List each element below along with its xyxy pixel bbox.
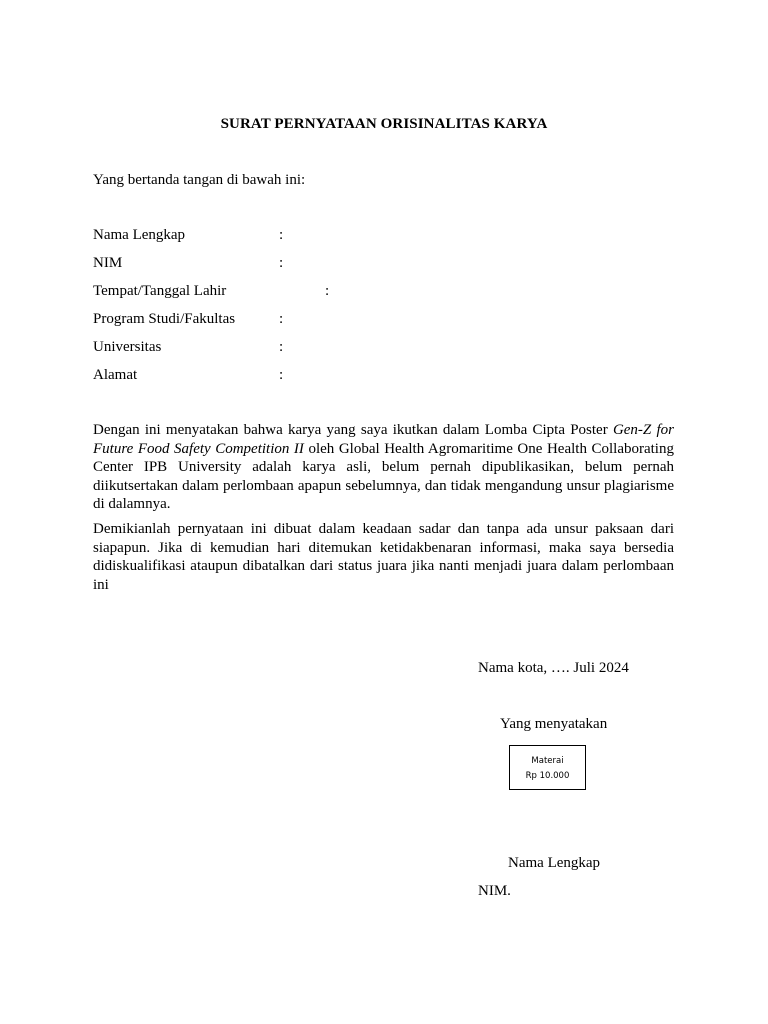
competition-name: Gen-Z for Future Food Safety Competition II: [93, 422, 674, 457]
field-label: Tempat/Tanggal Lahir: [93, 283, 227, 299]
field-colon: :: [279, 311, 284, 327]
field-row-nim: [93, 255, 513, 283]
signature-name: Nama Lengkap: [508, 855, 601, 871]
field-colon: :: [279, 339, 284, 355]
field-label: NIM: [93, 255, 123, 271]
statement-text-after: oleh Global Health Agromaritime One Health Collaborating Center IPB University adalah karya asli, belum pernah dipublikasikan, belum pernah diikutsertakan dalam perlombaan apapun sebelumnya, dan tidak mengandung unsur plagiarisme di dalamnya.: [93, 440, 674, 512]
materai-label: Materai: [531, 756, 564, 766]
field-row-nama-lengkap: [93, 227, 513, 255]
statement-paragraph: [93, 421, 674, 514]
identity-fields: [93, 227, 513, 395]
field-row-tempat-tanggal-lahir: [93, 283, 513, 311]
field-row-alamat: [93, 367, 513, 395]
document-title: SURAT PERNYATAAN ORISINALITAS KARYA: [220, 116, 548, 132]
statement-text-before: Dengan ini menyatakan bahwa karya yang saya ikutkan dalam Lomba Cipta Poster: [93, 422, 613, 438]
signature-nim: NIM.: [478, 883, 511, 899]
field-row-universitas: [93, 339, 513, 367]
materai-stamp-box: [509, 745, 586, 790]
closing-paragraph: Demikianlah pernyataan ini dibuat dalam keadaan sadar dan tanpa ada unsur paksaan dari siapapun. Jika di kemudian hari ditemukan ketidakbenaran informasi, maka saya bersedia didiskualifikasi ataupun dibatalkan dari status juara jika nanti menjadi juara dalam perlombaan ini: [93, 521, 674, 593]
place-date: Nama kota, …. Juli 2024: [478, 660, 629, 676]
materai-amount: Rp 10.000: [525, 771, 570, 781]
field-label: Alamat: [93, 367, 138, 383]
field-colon: :: [279, 367, 284, 383]
field-label: Universitas: [93, 339, 162, 355]
declarant-label: Yang menyatakan: [500, 716, 608, 732]
field-row-program-studi: [93, 311, 513, 339]
field-label: Program Studi/Fakultas: [93, 311, 236, 327]
field-label: Nama Lengkap: [93, 227, 186, 243]
intro-text: Yang bertanda tangan di bawah ini:: [93, 172, 306, 188]
field-colon: :: [279, 227, 284, 243]
field-colon: :: [325, 283, 330, 299]
field-colon: :: [279, 255, 284, 271]
